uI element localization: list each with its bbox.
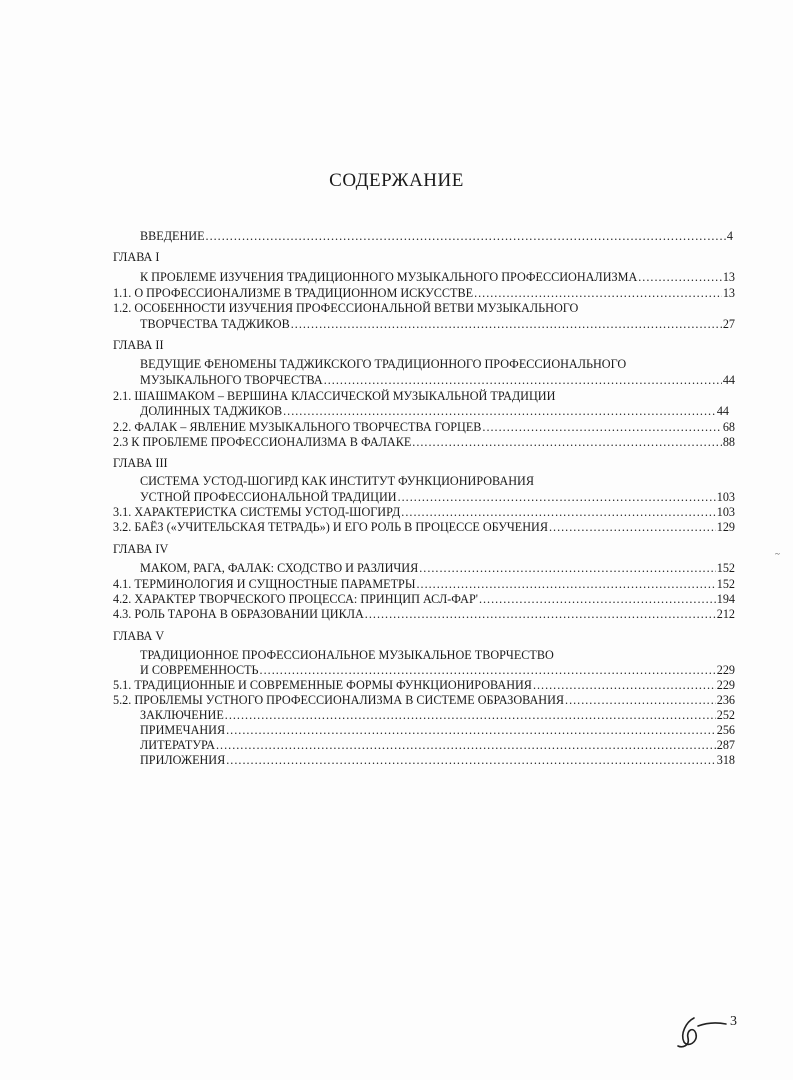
toc-entry-section-2-2[interactable] — [113, 419, 735, 435]
toc-entry-title: 2.3 К ПРОБЛЕМЕ ПРОФЕССИОНАЛИЗМА В ФАЛАКЕ — [113, 435, 412, 449]
toc-entry-section-2-1-line1[interactable]: 2.1. ШАШМАКОМ – ВЕРШИНА КЛАССИЧЕСКОЙ МУЗЫКАЛЬНОЙ ТРАДИЦИИ — [113, 389, 556, 403]
toc-entry-introduction[interactable] — [140, 228, 733, 244]
page-number: 3 — [730, 1014, 737, 1029]
toc-entry-section-4-2[interactable] — [113, 591, 735, 607]
toc-leader-dots — [291, 316, 722, 332]
chapter-label: ГЛАВА IV — [113, 542, 169, 556]
toc-leader-dots — [638, 269, 722, 285]
toc-entry-chapter4-heading[interactable] — [140, 560, 735, 576]
toc-entry-literature[interactable] — [140, 737, 735, 753]
toc-entry-section-1-2[interactable] — [140, 316, 735, 332]
toc-entry-title: 3.1. ХАРАКТЕРИСТКА СИСТЕМЫ УСТОД-ШОГИРД — [113, 505, 401, 519]
toc-entry-page: 236 — [716, 693, 735, 707]
toc-leader-dots — [365, 606, 716, 622]
toc-entry-page: 152 — [716, 561, 735, 575]
toc-entry-title: 5.1. ТРАДИЦИОННЫЕ И СОВРЕМЕННЫЕ ФОРМЫ ФУНКЦИОНИРОВАНИЯ — [113, 678, 532, 692]
toc-entry-page: 44 — [722, 373, 735, 387]
toc-entry-appendix[interactable] — [140, 752, 735, 768]
toc-leader-dots — [398, 489, 716, 505]
toc-entry-section-2-3[interactable] — [113, 434, 735, 450]
toc-entry-title: 2.2. ФАЛАК – ЯВЛЕНИЕ МУЗЫКАЛЬНОГО ТВОРЧЕСТВА ГОРЦЕВ — [113, 420, 482, 434]
toc-entry-chapter3-heading[interactable] — [140, 489, 735, 505]
toc-leader-dots — [401, 504, 715, 520]
toc-entry-page: 68 — [722, 420, 735, 434]
toc-leader-dots — [412, 434, 722, 450]
chapter-label: ГЛАВА II — [113, 338, 164, 352]
toc-entry-page: 152 — [716, 577, 735, 591]
toc-leader-dots — [474, 285, 722, 301]
toc-leader-dots — [324, 372, 722, 388]
toc-entry-title: ПРИЛОЖЕНИЯ — [140, 753, 226, 767]
toc-entry-section-1-1[interactable] — [113, 285, 735, 301]
toc-leader-dots — [416, 576, 715, 592]
toc-entry-section-3-1[interactable] — [113, 504, 735, 520]
chapter-label: ГЛАВА III — [113, 456, 168, 470]
handwritten-signature-icon — [676, 1012, 728, 1052]
toc-entry-section-5-1[interactable] — [113, 677, 735, 693]
toc-entry-title: МУЗЫКАЛЬНОГО ТВОРЧЕСТВА — [140, 373, 323, 387]
toc-entry-chapter5-heading-line1[interactable]: ТРАДИЦИОННОЕ ПРОФЕССИОНАЛЬНОЕ МУЗЫКАЛЬНОЕ ТВОРЧЕСТВО — [140, 648, 554, 662]
toc-leader-dots — [419, 560, 715, 576]
toc-leader-dots — [226, 722, 716, 738]
toc-entry-page: 252 — [716, 708, 735, 722]
toc-entry-page: 44 — [716, 404, 729, 418]
toc-leader-dots — [260, 662, 716, 678]
toc-leader-dots — [206, 228, 726, 244]
toc-leader-dots — [226, 752, 715, 768]
toc-entry-page: 194 — [716, 592, 735, 606]
toc-entry-page: 212 — [716, 607, 735, 621]
toc-entry-title: К ПРОБЛЕМЕ ИЗУЧЕНИЯ ТРАДИЦИОННОГО МУЗЫКАЛЬНОГО ПРОФЕССИОНАЛИЗМА — [140, 270, 638, 284]
toc-leader-dots — [283, 403, 716, 419]
toc-entry-title: УСТНОЙ ПРОФЕССИОНАЛЬНОЙ ТРАДИЦИИ — [140, 490, 397, 504]
toc-entry-title: 4.2. ХАРАКТЕР ТВОРЧЕСКОГО ПРОЦЕССА: ПРИНЦИП АСЛ-ФАР' — [113, 592, 478, 606]
toc-entry-chapter2-heading-line1[interactable]: ВЕДУЩИЕ ФЕНОМЕНЫ ТАДЖИКСКОГО ТРАДИЦИОННОГО ПРОФЕССИОНАЛЬНОГО — [140, 357, 627, 371]
toc-entry-page: 27 — [722, 317, 735, 331]
toc-entry-page: 256 — [716, 723, 735, 737]
toc-leader-dots — [225, 707, 716, 723]
toc-entry-title: 4.1. ТЕРМИНОЛОГИЯ И СУЩНОСТНЫЕ ПАРАМЕТРЫ — [113, 577, 416, 591]
toc-entry-page: 88 — [722, 435, 735, 449]
chapter-label: ГЛАВА I — [113, 250, 160, 264]
toc-leader-dots — [479, 591, 716, 607]
toc-entry-chapter5-heading[interactable] — [140, 662, 735, 678]
toc-entry-title: 5.2. ПРОБЛЕМЫ УСТНОГО ПРОФЕССИОНАЛИЗМА В СИСТЕМЕ ОБРАЗОВАНИЯ — [113, 693, 565, 707]
scan-mark: ~ — [775, 549, 780, 559]
toc-entry-page: 4 — [726, 229, 733, 243]
toc-entry-title: ЛИТЕРАТУРА — [140, 738, 215, 752]
chapter-label: ГЛАВА V — [113, 629, 165, 643]
toc-entry-chapter1-heading[interactable] — [140, 269, 735, 285]
toc-entry-title: ДОЛИННЫХ ТАДЖИКОВ — [140, 404, 283, 418]
toc-entry-section-3-2[interactable] — [113, 519, 735, 535]
toc-entry-title: ЗАКЛЮЧЕНИЕ — [140, 708, 224, 722]
toc-entry-section-2-1[interactable] — [140, 403, 729, 419]
toc-entry-section-1-2-line1[interactable]: 1.2. ОСОБЕННОСТИ ИЗУЧЕНИЯ ПРОФЕССИОНАЛЬНОЙ ВЕТВИ МУЗЫКАЛЬНОГО — [113, 301, 579, 315]
toc-entry-chapter2-heading[interactable] — [140, 372, 735, 388]
toc-entry-page: 13 — [722, 286, 735, 300]
toc-entry-title: ПРИМЕЧАНИЯ — [140, 723, 226, 737]
toc-leader-dots — [565, 692, 716, 708]
toc-entry-section-4-3[interactable] — [113, 606, 735, 622]
toc-entry-page: 287 — [716, 738, 735, 752]
toc-entry-title: 4.3. РОЛЬ ТАРОНА В ОБРАЗОВАНИИ ЦИКЛА — [113, 607, 364, 621]
toc-entry-page: 103 — [716, 490, 735, 504]
toc-entry-title: 3.2. БАЁЗ («УЧИТЕЛЬСКАЯ ТЕТРАДЬ») И ЕГО РОЛЬ В ПРОЦЕССЕ ОБУЧЕНИЯ — [113, 520, 548, 534]
toc-entry-title: 1.1. О ПРОФЕССИОНАЛИЗМЕ В ТРАДИЦИОННОМ ИСКУССТВЕ — [113, 286, 474, 300]
toc-entry-title: ВВЕДЕНИЕ — [140, 229, 205, 243]
toc-entry-chapter3-heading-line1[interactable]: СИСТЕМА УСТОД-ШОГИРД КАК ИНСТИТУТ ФУНКЦИОНИРОВАНИЯ — [140, 474, 534, 488]
toc-leader-dots — [482, 419, 721, 435]
toc-entry-title: И СОВРЕМЕННОСТЬ — [140, 663, 259, 677]
toc-entry-page: 229 — [716, 678, 735, 692]
toc-entry-notes[interactable] — [140, 722, 735, 738]
toc-entry-page: 103 — [716, 505, 735, 519]
toc-entry-page: 129 — [716, 520, 735, 534]
toc-leader-dots — [533, 677, 716, 693]
toc-entry-section-5-2[interactable] — [113, 692, 735, 708]
toc-entry-page: 318 — [716, 753, 735, 767]
page-title: СОДЕРЖАНИЕ — [329, 170, 464, 191]
toc-entry-section-4-1[interactable] — [113, 576, 735, 592]
toc-entry-title: МАКОМ, РАГА, ФАЛАК: СХОДСТВО И РАЗЛИЧИЯ — [140, 561, 419, 575]
toc-entry-page: 229 — [716, 663, 735, 677]
toc-leader-dots — [216, 737, 716, 753]
toc-entry-page: 13 — [722, 270, 735, 284]
toc-entry-conclusion[interactable] — [140, 707, 735, 723]
toc-entry-title: ТВОРЧЕСТВА ТАДЖИКОВ — [140, 317, 290, 331]
toc-leader-dots — [549, 519, 716, 535]
